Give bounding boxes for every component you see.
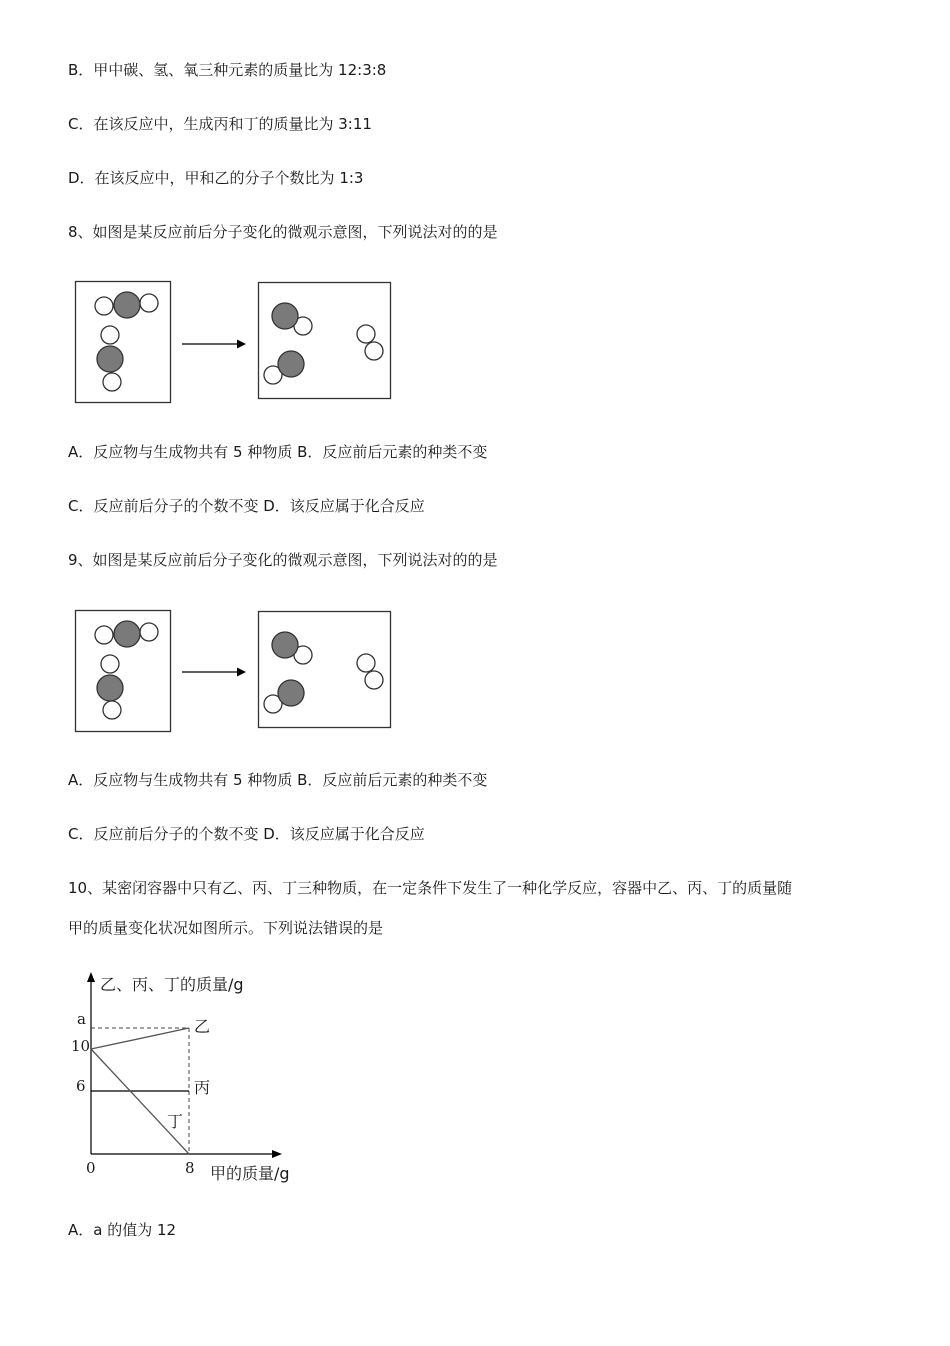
option-b-q7: B．甲中碳、氢、氧三种元素的质量比为 12:3:8 — [68, 61, 387, 79]
option-c-q7: C．在该反应中，生成丙和丁的质量比为 3:11 — [68, 115, 372, 133]
question-10-line-2: 甲的质量变化状况如图所示。下列说法错误的是 — [68, 919, 384, 937]
x-axis-label: 甲的质量/g — [210, 1164, 290, 1183]
mass-chart — [60, 960, 310, 1190]
y-tick-a: a — [77, 1010, 86, 1028]
y-tick-6: 6 — [76, 1077, 86, 1095]
h-atom — [140, 623, 158, 641]
x-tick-0: 0 — [86, 1159, 96, 1177]
arrow-head — [237, 668, 246, 677]
question-8: 8、如图是某反应前后分子变化的微观示意图，下列说法对的的是 — [68, 223, 498, 241]
series-label-ding: 丁 — [167, 1112, 184, 1131]
o-atom — [103, 701, 121, 719]
series-label-bing: 丙 — [194, 1078, 211, 1097]
q8-options-ab: A．反应物与生成物共有 5 种物质 B．反应前后元素的种类不变 — [68, 443, 488, 461]
q9-options-cd: C．反应前后分子的个数不变 D．该反应属于化合反应 — [68, 825, 425, 843]
h-atom — [95, 626, 113, 644]
h-atom — [365, 671, 383, 689]
x-axis-arrow — [272, 1150, 282, 1158]
h-atom — [365, 342, 383, 360]
molecule-diagram-q9 — [74, 609, 394, 735]
o-atom — [101, 655, 119, 673]
y-axis-label: 乙、丙、丁的质量/g — [100, 975, 244, 994]
h-atom — [357, 325, 375, 343]
question-10-line-1: 10、某密闭容器中只有乙、丙、丁三种物质，在一定条件下发生了一种化学反应，容器中乙、丙、丁的质量随 — [68, 879, 793, 897]
series-line-ding — [91, 1049, 189, 1154]
series-label-yi: 乙 — [194, 1017, 211, 1036]
y-axis-arrow — [87, 972, 95, 982]
y-tick-10: 10 — [71, 1037, 91, 1055]
question-9: 9、如图是某反应前后分子变化的微观示意图，下列说法对的的是 — [68, 551, 498, 569]
c-atom — [114, 292, 140, 318]
o-atom — [103, 373, 121, 391]
molecule-diagram-q8 — [74, 280, 394, 406]
q10-option-a: A．a 的值为 12 — [68, 1221, 177, 1239]
c-atom — [278, 680, 304, 706]
o-atom — [101, 326, 119, 344]
x-tick-8: 8 — [185, 1159, 195, 1177]
c-atom — [114, 621, 140, 647]
c-atom — [278, 351, 304, 377]
c-atom — [97, 675, 123, 701]
h-atom — [357, 654, 375, 672]
c-atom — [272, 632, 298, 658]
q8-options-cd: C．反应前后分子的个数不变 D．该反应属于化合反应 — [68, 497, 425, 515]
arrow-head — [237, 340, 246, 349]
h-atom — [140, 294, 158, 312]
h-atom — [95, 297, 113, 315]
option-d-q7: D．在该反应中，甲和乙的分子个数比为 1:3 — [68, 169, 364, 187]
q9-options-ab: A．反应物与生成物共有 5 种物质 B．反应前后元素的种类不变 — [68, 771, 488, 789]
series-line-yi — [91, 1028, 189, 1049]
c-atom — [272, 303, 298, 329]
c-atom — [97, 346, 123, 372]
